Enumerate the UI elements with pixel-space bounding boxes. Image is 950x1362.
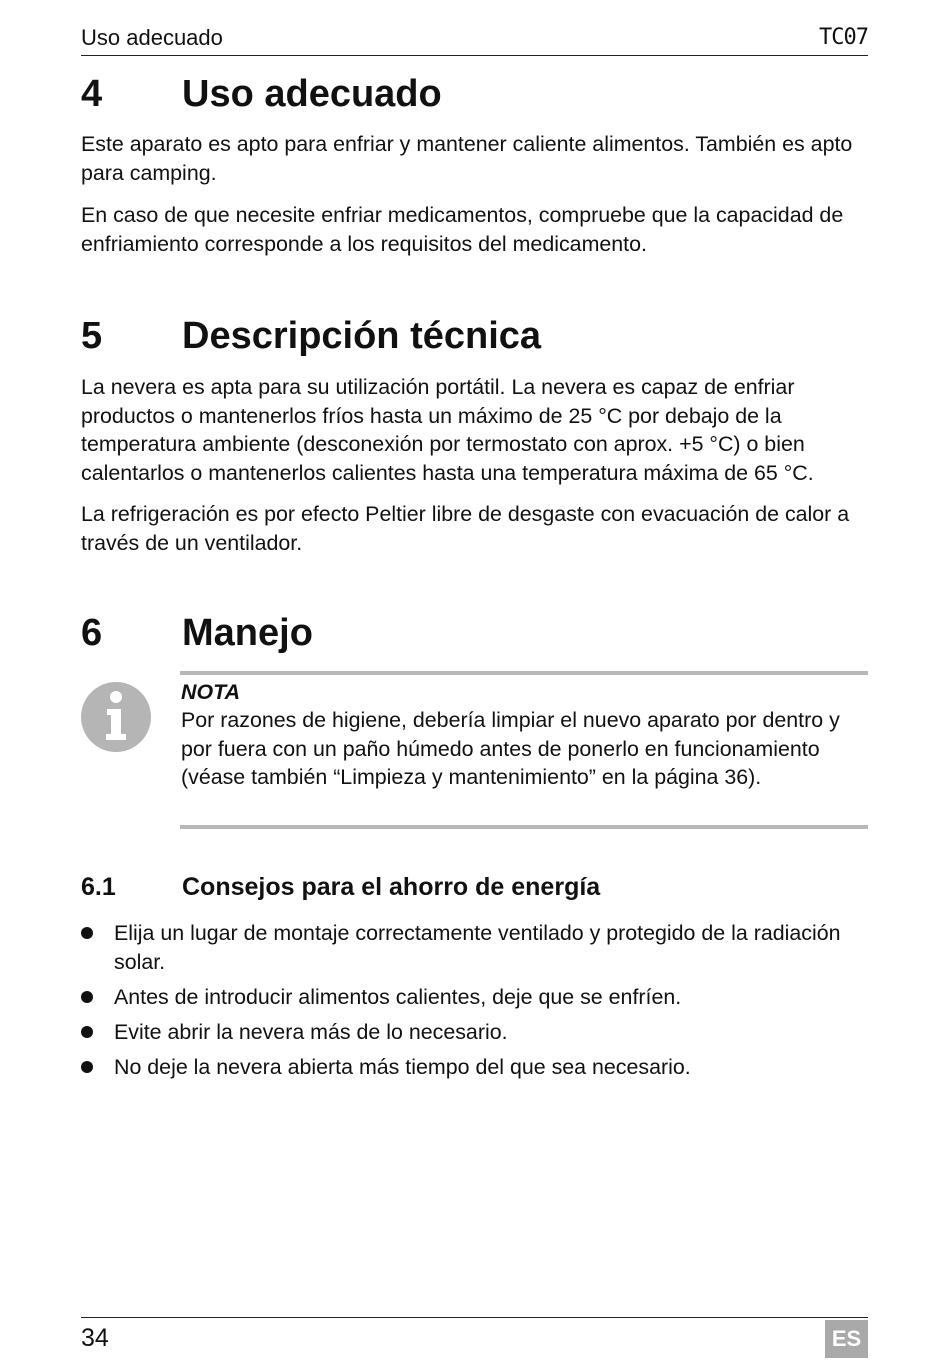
section-title: Descripción técnica: [182, 315, 542, 357]
note-bottom-rule: [180, 825, 868, 829]
section-6-heading: [81, 611, 313, 655]
list-item: [81, 983, 871, 1012]
language-badge: ES: [825, 1320, 868, 1358]
bullet-icon: [81, 927, 93, 939]
section-number: 5: [81, 315, 103, 357]
page-number: 34: [81, 1324, 109, 1352]
subsection-number: 6.1: [81, 873, 116, 901]
running-header-title: Uso adecuado: [81, 25, 223, 50]
list-item: [81, 1053, 871, 1082]
note-text: Por razones de higiene, debería limpiar el nuevo aparato por dentro y por fuera con un paño húmedo antes de ponerlo en funcionamiento (véase también “Limpieza y mantenimiento” en la página 36).: [181, 708, 840, 789]
section-number: 4: [81, 73, 103, 115]
bullet-icon: [81, 1026, 93, 1038]
section-4-heading: [81, 72, 442, 116]
bullet-icon: [81, 991, 93, 1003]
note-title: NOTA: [181, 680, 241, 704]
section-5-heading: [81, 314, 541, 358]
section-number: 6: [81, 612, 103, 654]
subsection-title: Consejos para el ahorro de energía: [182, 873, 601, 901]
model-code: TC07: [819, 25, 868, 50]
section-title: Manejo: [182, 612, 313, 654]
note-top-rule: [180, 671, 868, 675]
bullet-icon: [81, 1061, 93, 1073]
paragraph: Este aparato es apto para enfriar y mantener caliente alimentos. También es apto para camping.: [81, 132, 853, 185]
header-rule: [81, 55, 868, 56]
list-item: [81, 1018, 871, 1047]
info-icon: [79, 680, 153, 754]
paragraph: La refrigeración es por efecto Peltier libre de desgaste con evacuación de calor a través de un ventilador.: [81, 502, 850, 555]
subsection-heading: [81, 871, 600, 903]
section-title: Uso adecuado: [182, 73, 442, 115]
list-item-text: Antes de introducir alimentos calientes, deje que se enfríen.: [114, 985, 682, 1009]
list-item-text: Evite abrir la nevera más de lo necesario.: [114, 1020, 508, 1044]
list-item: [81, 919, 871, 977]
paragraph: En caso de que necesite enfriar medicamentos, compruebe que la capacidad de enfriamiento corresponde a los requisitos del medicamento.: [81, 203, 844, 256]
footer-rule: [81, 1317, 868, 1318]
list-item-text: No deje la nevera abierta más tiempo del que sea necesario.: [114, 1055, 691, 1079]
paragraph: La nevera es apta para su utilización portátil. La nevera es capaz de enfriar productos o mantenerlos fríos hasta un máximo de 25 °C por debajo de la temperatura ambiente (desconexión por termostato con aprox. +5 °C) o bien calentarlos o mantenerlos calientes hasta una temperatura máxima de 65 °C.: [81, 375, 814, 485]
list-item-text: Elija un lugar de montaje correctamente ventilado y protegido de la radiación solar.: [114, 921, 841, 974]
